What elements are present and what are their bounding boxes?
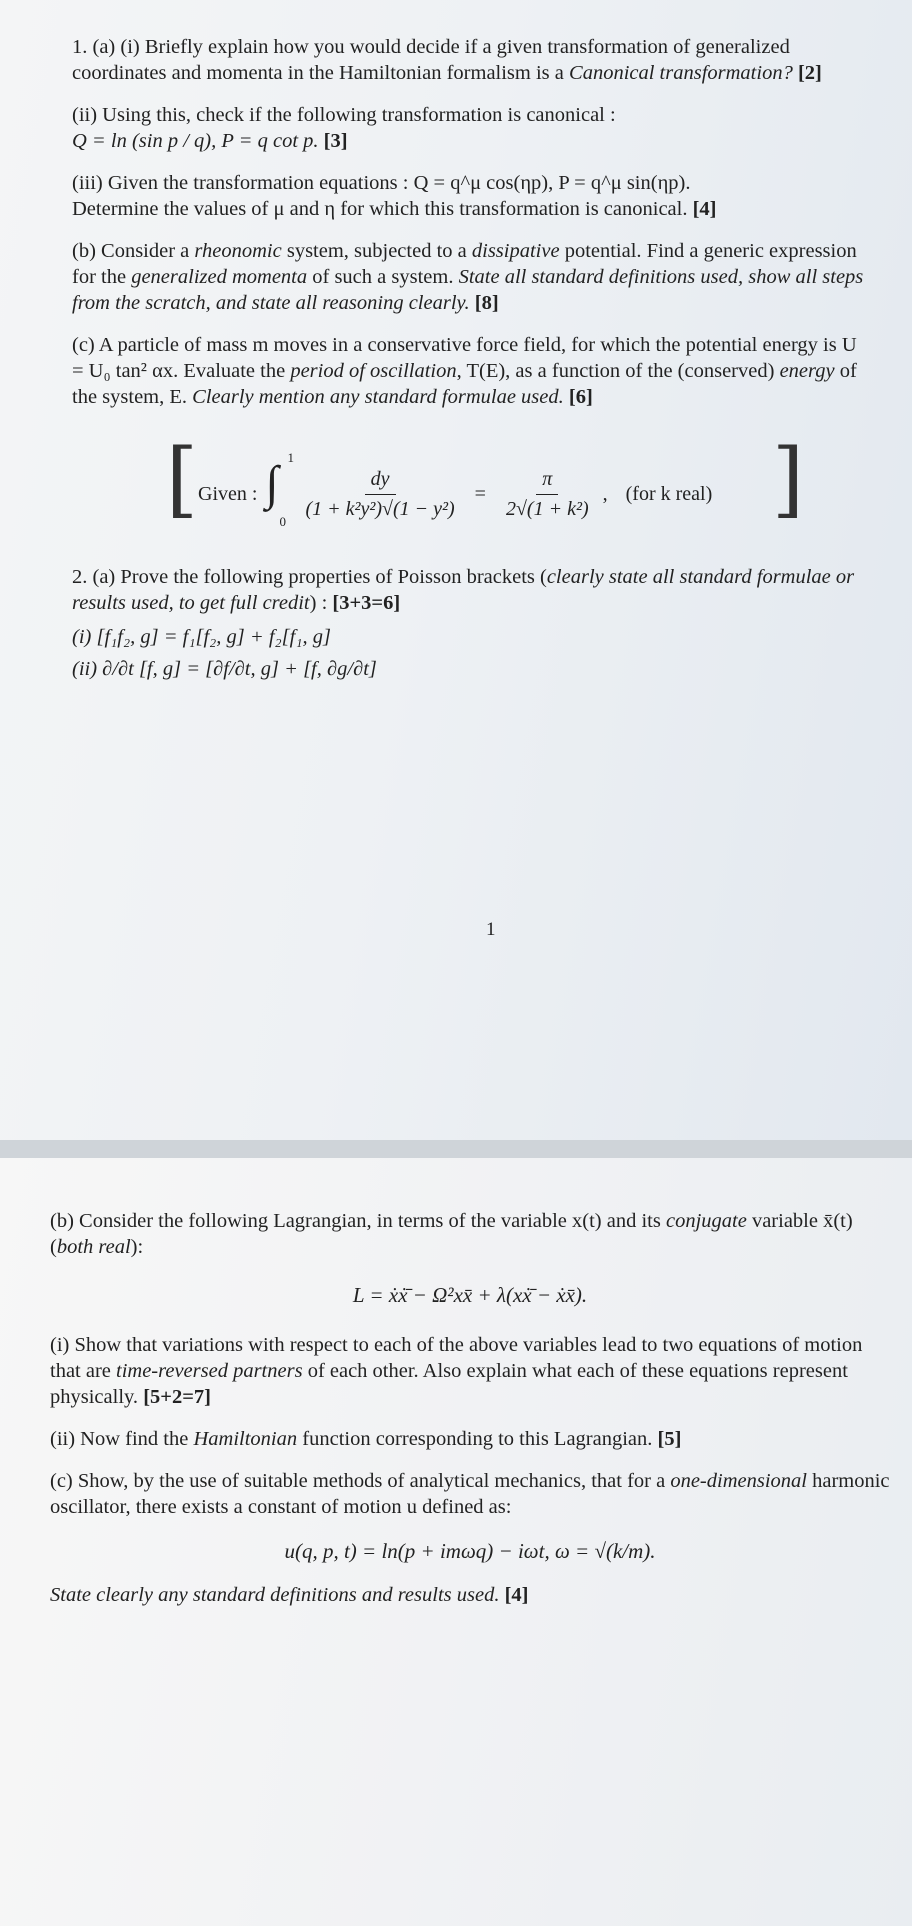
q1a-iii-marks: [4] [692, 198, 717, 220]
given-label: Given : [198, 482, 258, 505]
question-1a-i [72, 34, 872, 86]
constant-of-motion-equation: u(q, p, t) = ln(p + imωq) − iωt, ω = √(k/m). [284, 1539, 656, 1563]
q2b-emph-2: both real [56, 1236, 131, 1258]
q2b-ii-text-1: (ii) Now find the [50, 1428, 189, 1450]
given-note: (for k real) [625, 482, 713, 505]
question-1a-ii [72, 102, 872, 154]
q2b-i-text-2: of each other. Also explain what each of these equations represent physically. [50, 1360, 848, 1408]
integral-sign-icon: ∫ [265, 457, 279, 510]
result-numerator: π [536, 468, 558, 495]
q1b-marks: [8] [474, 292, 499, 314]
right-bracket-icon: ] [772, 432, 804, 527]
q2b-text-1: (b) Consider the following Lagrangian, in terms of the variable x(t) and its [50, 1210, 661, 1232]
q1a-iii-line2: Determine the values of μ and η for which this transformation is canonical. [72, 198, 688, 220]
q2c-closing-text: State clearly any standard definitions and results used. [50, 1584, 500, 1606]
q1c-emph-2: energy [779, 360, 835, 382]
q1c-text-3: of the system, E. [72, 360, 857, 408]
question-2b-ii [50, 1426, 890, 1452]
result-fraction [500, 468, 595, 521]
q2b-ii-text-2: function corresponding to this Lagrangian. [302, 1428, 653, 1450]
q1c-emph-3: Clearly mention any standard formulae used. [192, 386, 564, 408]
q1b-emph-2: dissipative [471, 240, 560, 262]
integral-upper-limit: 1 [287, 450, 294, 465]
q1b-text-1: (b) Consider a [72, 240, 190, 262]
result-denominator: 2√(1 + k²) [505, 497, 589, 520]
q1a-ii-text: (ii) Using this, check if the following transformation is canonical : [72, 104, 616, 126]
q1c-text-2: , T(E), as a function of the (conserved) [456, 360, 775, 382]
q2a-text-1: 2. (a) Prove the following properties of Poisson brackets ( [72, 566, 547, 588]
question-2b [50, 1208, 890, 1260]
integral-lower-limit: 0 [279, 514, 286, 529]
q1a-i-marks: [2] [797, 62, 822, 84]
q1a-ii-equation: Q = ln (sin p / q), P = q cot p. [72, 130, 319, 152]
q1a-i-emph: Canonical transformation? [569, 62, 793, 84]
question-1b [72, 238, 872, 316]
q2b-emph-1: conjugate [665, 1210, 747, 1232]
question-1a-iii [72, 170, 872, 222]
question-1c [72, 332, 872, 410]
integrand-numerator: dy [365, 468, 396, 495]
q2a-text-2: ) : [309, 592, 328, 614]
q1b-emph-4: State all standard definitions used, show all steps from the scratch, and state all reasoning clearly. [72, 266, 864, 314]
q2b-i-marks: [5+2=7] [143, 1386, 211, 1408]
q1b-emph-1: rheonomic [194, 240, 282, 262]
q1c-emph-1: period of oscillation [290, 360, 457, 382]
q1c-text-1: (c) A particle of mass m moves in a conservative force field, for which the potential energy is U = U₀ tan² αx. Evaluate the [72, 334, 857, 382]
q2a-item-i: (i) [f₁f₂, g] = f₁[f₂, g] + f₂[f₁, g] [72, 626, 331, 648]
q2b-i-emph: time-reversed partners [116, 1360, 303, 1382]
page-1-content [72, 34, 872, 688]
q2c-emph: one-dimensional [670, 1470, 807, 1492]
given-integral: [ Given : ∫ 1 0 $\frac{dy}{\text{(1 + k²y²)√(1 − y²)}}$ = $\frac{\pi}{\text{2√(1 + k²)}}$ , (for k real) ] [166, 432, 804, 529]
lagrangian-equation: L = ẋẋ̄ − Ω²xx̄ + λ(xẋ̄ − ẋx̄). [352, 1283, 588, 1307]
q2c-text-2: harmonic oscillator, there exists a constant of motion u defined as: [50, 1470, 890, 1518]
q1c-marks: [6] [568, 386, 593, 408]
q2b-text-3: ): [130, 1236, 144, 1258]
page-separator [0, 1140, 912, 1158]
q1b-text-4: of such a system. [312, 266, 454, 288]
q2a-emph: clearly state all standard formulae or results used, to get full credit [72, 566, 855, 614]
q1b-text-2: system, subjected to a [286, 240, 467, 262]
q2a-item-ii: (ii) ∂/∂t [f, g] = [∂f/∂t, g] + [f, ∂g/∂t] [72, 658, 377, 680]
left-bracket-icon: [ [166, 432, 198, 527]
q2c-text-1: (c) Show, by the use of suitable methods of analytical mechanics, that for a [50, 1470, 666, 1492]
page-number: 1 [486, 919, 496, 940]
q1b-text-3: potential. Find a generic expression for the [72, 240, 857, 288]
q2c-marks: [4] [504, 1584, 529, 1606]
question-2b-i [50, 1332, 890, 1410]
q1b-emph-3: generalized momenta [131, 266, 308, 288]
question-2c-closing [50, 1582, 890, 1608]
question-2a [72, 564, 872, 616]
q2b-ii-emph: Hamiltonian [193, 1428, 298, 1450]
q2b-i-text-1: (i) Show that variations with respect to each of the above variables lead to two equations of motion that are [50, 1334, 863, 1382]
integrand-fraction [299, 468, 460, 521]
q2b-text-2: variable x̄(t) ( [50, 1210, 853, 1258]
q2b-ii-marks: [5] [657, 1428, 682, 1450]
q1a-iii-line1: (iii) Given the transformation equations : Q = q^μ cos(ηp), P = q^μ sin(ηp). [72, 172, 691, 194]
q1a-ii-marks: [3] [323, 130, 348, 152]
page-2-content [50, 1208, 890, 1608]
question-2c [50, 1468, 890, 1520]
q1a-i-text: 1. (a) (i) Briefly explain how you would decide if a given transformation of generalized coordinates and momenta in the Hamiltonian formalism is a [72, 36, 790, 84]
integrand-denominator: (1 + k²y²)√(1 − y²) [305, 497, 455, 520]
q2a-marks: [3+3=6] [332, 592, 401, 614]
